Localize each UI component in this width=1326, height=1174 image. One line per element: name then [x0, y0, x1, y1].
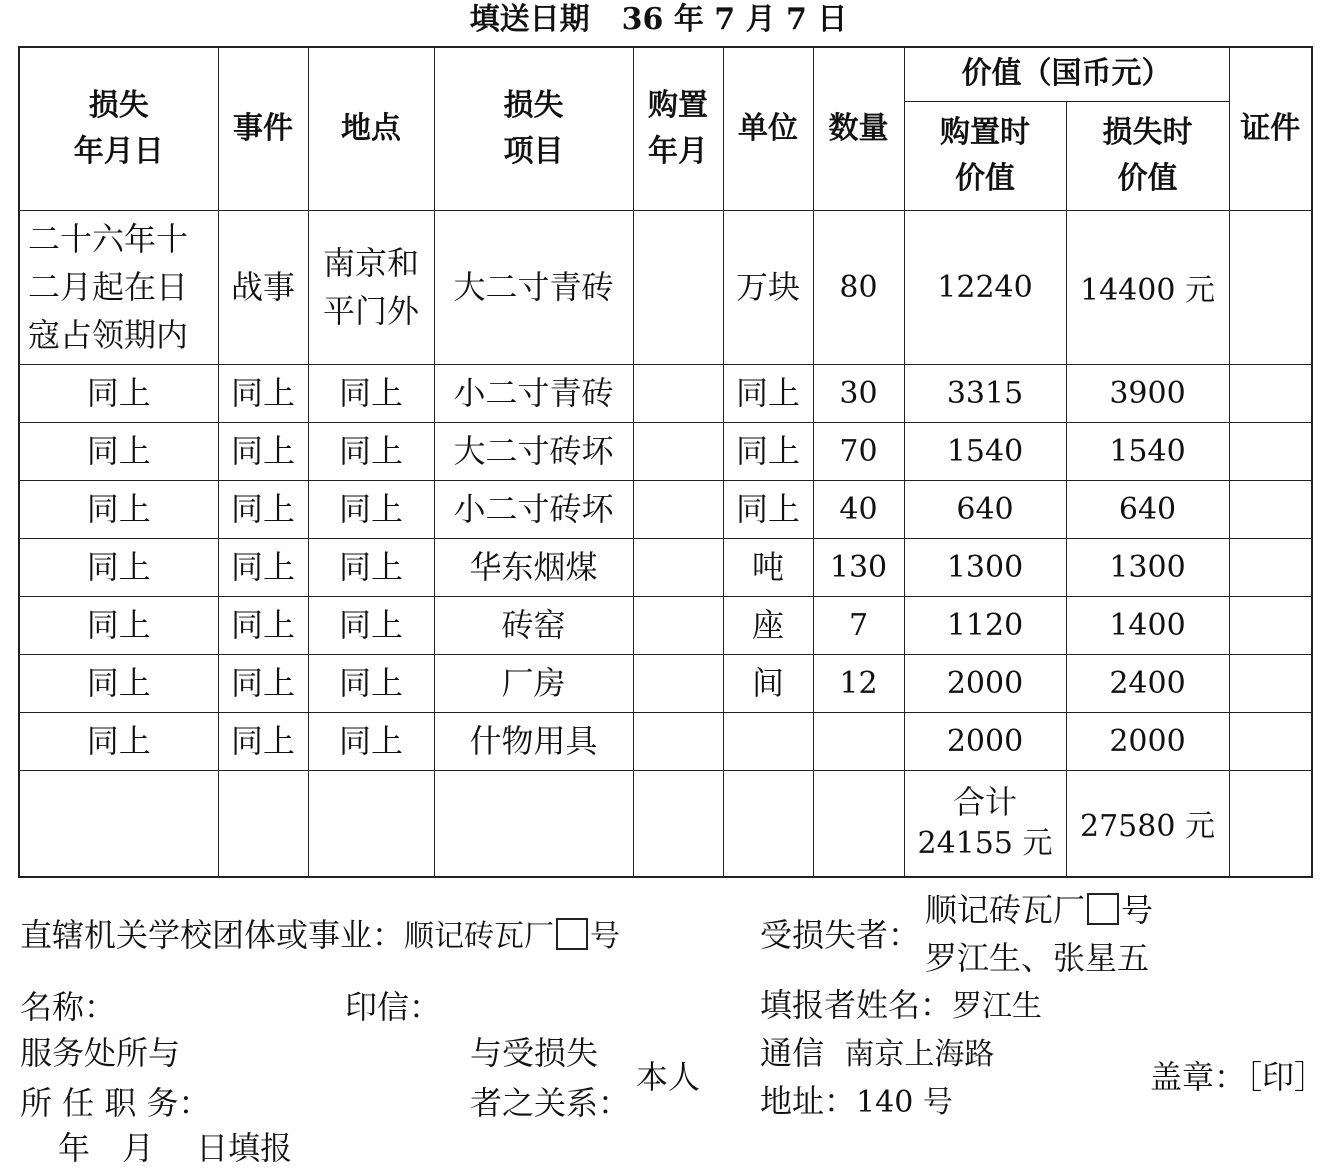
cell-value-loss: 1300: [1066, 538, 1229, 596]
total-purchase-value: 24155 元: [917, 826, 1053, 862]
cell-empty: [1229, 770, 1312, 877]
cell-unit: 同上: [723, 364, 813, 422]
cell-purchase-date: [633, 712, 723, 770]
agency-value-suffix: 号: [590, 919, 621, 954]
address-value: 140 号: [856, 1085, 953, 1120]
cell-place: 同上: [308, 422, 434, 480]
cell-loss-date: 同上: [19, 654, 218, 712]
cell-empty: [434, 770, 633, 877]
cell-empty: [813, 770, 904, 877]
cell-place: 同上: [308, 596, 434, 654]
comm-label: 通信: [760, 1034, 825, 1072]
agency-value: 顺记砖瓦厂: [404, 919, 555, 954]
stamp-line: [1150, 1057, 1326, 1097]
cell-purchase-date: [633, 480, 723, 538]
cell-purchase-date: [633, 210, 723, 364]
cell-quantity: 40: [813, 480, 904, 538]
date-fill: 年 月 日填报: [58, 1129, 293, 1167]
cell-quantity: 30: [813, 364, 904, 422]
reporter-line: [760, 985, 1042, 1027]
header-place: 地点: [308, 47, 434, 210]
victim-line-2: 罗江生、张星五: [925, 939, 1150, 977]
cell-value-loss: 2000: [1066, 712, 1229, 770]
address-label: 地址：: [760, 1082, 857, 1120]
cell-value-purchase: 3315: [904, 364, 1066, 422]
header-unit: 单位: [723, 47, 813, 210]
cell-event: 战事: [218, 210, 308, 364]
agency-label: 直辖机关学校团体或事业：: [20, 916, 405, 954]
cell-quantity: 12: [813, 654, 904, 712]
cell-item: 砖窑: [434, 596, 633, 654]
cell-quantity: [813, 712, 904, 770]
cell-empty: [723, 770, 813, 877]
cell-item: 小二寸砖坏: [434, 480, 633, 538]
reporter-label: 填报者姓名：: [760, 986, 953, 1024]
cell-certificate: [1229, 596, 1312, 654]
seal-label: 印信：: [345, 988, 442, 1026]
cell-item: 大二寸青砖: [434, 210, 633, 364]
blank-box: [556, 918, 588, 950]
cell-event: 同上: [218, 364, 308, 422]
cell-unit: 同上: [723, 422, 813, 480]
cell-value-loss: 3900: [1066, 364, 1229, 422]
cell-item: 大二寸砖坏: [434, 422, 633, 480]
cell-item: 厂房: [434, 654, 633, 712]
table-row: [19, 422, 1312, 480]
cell-place: 同上: [308, 364, 434, 422]
cell-loss-date: 同上: [19, 364, 218, 422]
victim-label: 受损失者：: [760, 916, 921, 954]
cell-unit: 万块: [723, 210, 813, 364]
victim-name-suffix: 号: [1121, 891, 1154, 929]
cell-loss-date: 同上: [19, 712, 218, 770]
header-row: [19, 47, 1312, 101]
cell-event: 同上: [218, 712, 308, 770]
cell-purchase-date: [633, 364, 723, 422]
cell-value-loss: 14400 元: [1066, 210, 1229, 364]
table-row: [19, 210, 1312, 364]
stamp-label: 盖章：: [1150, 1058, 1247, 1096]
service-label: 服务处所与: [20, 1034, 181, 1072]
cell-total-loss: 27580 元: [1066, 770, 1229, 877]
relation-label-1: 与受损失: [470, 1034, 599, 1072]
loss-table: [18, 46, 1313, 878]
cell-event: 同上: [218, 596, 308, 654]
total-row: [19, 770, 1312, 877]
cell-place: 同上: [308, 654, 434, 712]
table-row: [19, 654, 1312, 712]
cell-purchase-date: [633, 596, 723, 654]
relation-label-2: 者之关系：: [470, 1084, 631, 1122]
header-certificate: 证件: [1229, 47, 1312, 210]
cell-loss-date: 二十六年十 二月起在日 寇占领期内: [19, 210, 218, 364]
cell-value-loss: 1540: [1066, 422, 1229, 480]
cell-empty: [19, 770, 218, 877]
cell-quantity: 80: [813, 210, 904, 364]
cell-loss-date: 同上: [19, 596, 218, 654]
stamp-value: ［印］: [1246, 1058, 1326, 1096]
cell-unit: 吨: [723, 538, 813, 596]
position-label: 所 任 职 务：: [20, 1084, 211, 1122]
cell-event: 同上: [218, 480, 308, 538]
table-row: [19, 538, 1312, 596]
cell-certificate: [1229, 654, 1312, 712]
cell-item: 什物用具: [434, 712, 633, 770]
cell-value-loss: 1400: [1066, 596, 1229, 654]
cell-place: 同上: [308, 480, 434, 538]
cell-quantity: 70: [813, 422, 904, 480]
cell-empty: [633, 770, 723, 877]
header-loss-date: 损失 年月日: [19, 47, 218, 210]
header-purchase-date: 购置 年月: [633, 47, 723, 210]
cell-certificate: [1229, 364, 1312, 422]
relation-value: 本人: [636, 1058, 701, 1096]
comm-line: [760, 1033, 994, 1075]
cell-value-loss: 2400: [1066, 654, 1229, 712]
cell-value-purchase: 2000: [904, 654, 1066, 712]
cell-value-purchase: 1120: [904, 596, 1066, 654]
cell-item: 华东烟煤: [434, 538, 633, 596]
fill-date-value: 36 年 7 月 7 日: [621, 2, 848, 37]
fill-date-label: 填送日期: [469, 2, 590, 37]
cell-place: 南京和 平门外: [308, 210, 434, 364]
table-row: [19, 364, 1312, 422]
cell-place: 同上: [308, 712, 434, 770]
header-value-group: 价值（国币元）: [904, 47, 1229, 101]
table-row: [19, 596, 1312, 654]
cell-quantity: 7: [813, 596, 904, 654]
name-label: 名称：: [20, 988, 117, 1026]
reporter-value: 罗江生: [952, 989, 1043, 1024]
table-row: [19, 712, 1312, 770]
cell-unit: 座: [723, 596, 813, 654]
victim-name: 顺记砖瓦厂: [925, 891, 1086, 929]
cell-unit: [723, 712, 813, 770]
cell-unit: 间: [723, 654, 813, 712]
cell-quantity: 130: [813, 538, 904, 596]
cell-event: 同上: [218, 538, 308, 596]
cell-event: 同上: [218, 654, 308, 712]
cell-value-purchase: 12240: [904, 210, 1066, 364]
cell-value-loss: 640: [1066, 480, 1229, 538]
cell-loss-date: 同上: [19, 538, 218, 596]
header-loss-item: 损失 项目: [434, 47, 633, 210]
cell-value-purchase: 640: [904, 480, 1066, 538]
cell-value-purchase: 2000: [904, 712, 1066, 770]
cell-empty: [218, 770, 308, 877]
cell-purchase-date: [633, 538, 723, 596]
cell-certificate: [1229, 712, 1312, 770]
form-title: [0, 0, 1317, 40]
cell-loss-date: 同上: [19, 422, 218, 480]
header-value-purchase: 购置时 价值: [904, 101, 1066, 210]
cell-value-purchase: 1540: [904, 422, 1066, 480]
cell-item: 小二寸青砖: [434, 364, 633, 422]
cell-certificate: [1229, 480, 1312, 538]
blank-box: [1087, 893, 1119, 925]
cell-certificate: [1229, 538, 1312, 596]
cell-total-purchase: [904, 770, 1066, 877]
cell-event: 同上: [218, 422, 308, 480]
cell-purchase-date: [633, 654, 723, 712]
header-event: 事件: [218, 47, 308, 210]
table-row: [19, 480, 1312, 538]
cell-loss-date: 同上: [19, 480, 218, 538]
comm-value: 南京上海路: [844, 1037, 995, 1072]
total-label: 合计: [952, 783, 1017, 822]
agency-line: [20, 915, 620, 957]
cell-unit: 同上: [723, 480, 813, 538]
cell-certificate: [1229, 422, 1312, 480]
cell-purchase-date: [633, 422, 723, 480]
address-line: [760, 1081, 953, 1123]
cell-value-purchase: 1300: [904, 538, 1066, 596]
cell-place: 同上: [308, 538, 434, 596]
victim-line-1: [925, 890, 1153, 930]
header-quantity: 数量: [813, 47, 904, 210]
cell-empty: [308, 770, 434, 877]
header-value-loss: 损失时 价值: [1066, 101, 1229, 210]
cell-certificate: [1229, 210, 1312, 364]
